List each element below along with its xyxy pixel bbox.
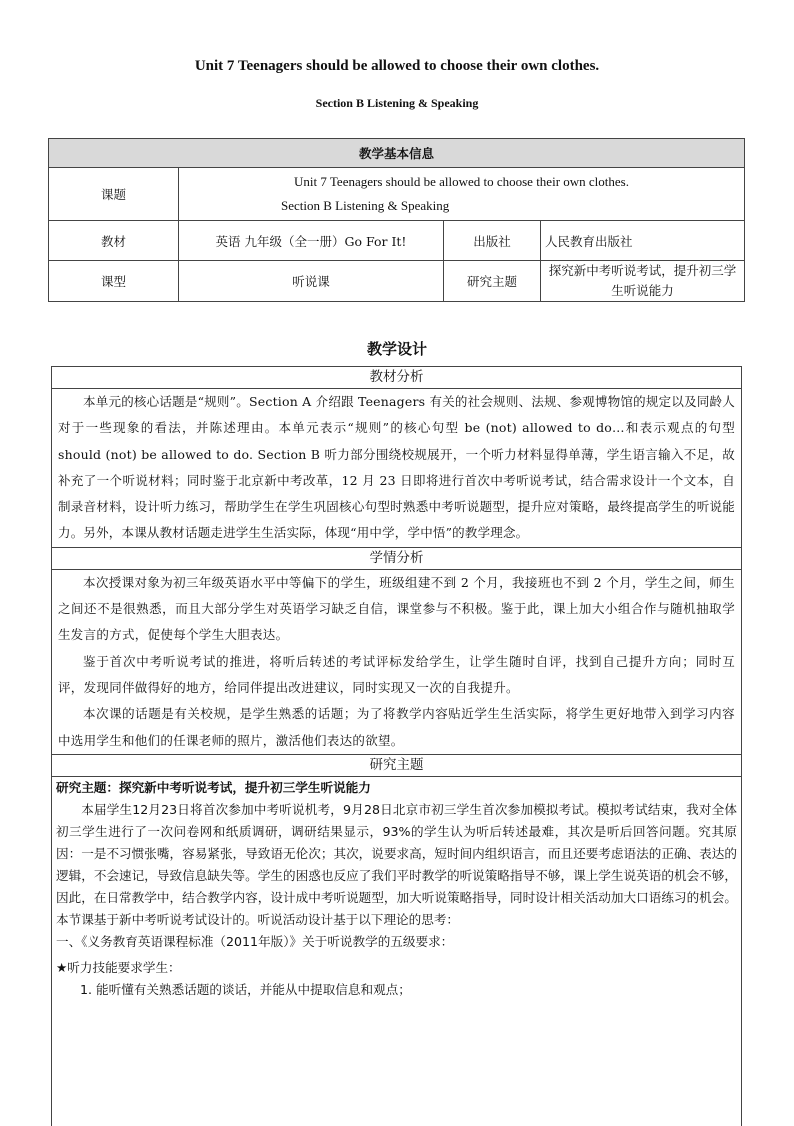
basic-info-table xyxy=(48,138,745,302)
lesson-line-2: Section B Listening & Speaking xyxy=(281,198,450,213)
research-topic-body: 本届学生12月23日将首次参加中考听说机考，9月28日北京市初三学生首次参加模拟考试。模拟考试结束，我对全体初三学生进行了一次问卷网和纸质调研，调研结果显示，93%的学生认为听后转述最难，其次是听后回答问题。究其原因：一是不习惯张嘴，容易紧张，导致语无伦次；其次，说要求高，短时间内组织语言，而且还要考虑语法的正确、表达的逻辑，不会速记，导致信息缺失等。学生的困惑也反应了我们平时教学的听说策略指导不够，课上学生说英语的机会不够，因此，在日常教学中，结合教学内容，设计成中考听说题型，加大听说策略指导，同时设计相关活动加大口语练习的机会。本节课基于新中考听说考试设计的。听说活动设计基于以下理论的思考： xyxy=(56,801,737,927)
publisher-label: 出版社 xyxy=(444,221,541,261)
material-label: 教材 xyxy=(49,221,179,261)
listening-skill-item-1: 1. 能听懂有关熟悉话题的谈话，并能从中提取信息和观点； xyxy=(80,981,411,997)
curriculum-standard-line: 一、《义务教育英语课程标准（2011年版）》关于听说教学的五级要求： xyxy=(56,933,454,949)
basic-info-header: 教学基本信息 xyxy=(49,139,745,168)
research-topic-heading: 研究主题 xyxy=(52,754,741,777)
lesson-line-1: Unit 7 Teenagers should be allowed to choose their own clothes. xyxy=(294,174,629,189)
publisher-value: 人民教育出版社 xyxy=(541,221,745,261)
student-analysis-p3: 本次课的话题是有关校规，是学生熟悉的话题；为了将教学内容贴近学生生活实际，将学生更好地带入到学习内容中选用学生和他们的任课老师的照片，激活他们表达的欲望。 xyxy=(58,706,735,748)
textbook-analysis-heading: 教材分析 xyxy=(52,367,741,389)
student-analysis-p1: 本次授课对象为初三年级英语水平中等偏下的学生，班级组建不到 2 个月，我接班也不到 2 个月，学生之间，师生之间还不是很熟悉，而且大部分学生对英语学习缺乏自信，课堂参与不积极。鉴于此，课上加大小组合作与随机抽取学生发言的方式，促使每个学生大胆表达。 xyxy=(58,574,735,643)
student-analysis-p2: 鉴于首次中考听说考试的推进，将听后转述的考试评标发给学生，让学生随时自评，找到自己提升方向；同时互评，发现同伴做得好的地方，给同伴提出改进建议，同时实现又一次的自我提升。 xyxy=(58,653,735,695)
student-analysis-heading: 学情分析 xyxy=(52,547,741,570)
research-value: 探究新中考听说考试，提升初三学生听说能力 xyxy=(541,261,745,302)
listening-skill-line: ★听力技能要求学生： xyxy=(56,959,181,975)
teaching-design-title: 教学设计 xyxy=(366,340,427,358)
material-value: 英语 九年级（全一册）Go For It! xyxy=(179,221,444,261)
type-value: 听说课 xyxy=(179,261,444,302)
research-label: 研究主题 xyxy=(444,261,541,302)
document-subtitle: Section B Listening & Speaking xyxy=(315,96,479,110)
document-title: Unit 7 Teenagers should be allowed to choose their own clothes. xyxy=(194,58,600,74)
lesson-label: 课题 xyxy=(49,168,179,221)
research-topic-bold-line: 研究主题：探究新中考听说考试，提升初三学生听说能力 xyxy=(56,779,371,795)
type-label: 课型 xyxy=(49,261,179,302)
teaching-design-box xyxy=(51,366,742,1126)
lesson-value xyxy=(179,168,745,221)
textbook-analysis-text: 本单元的核心话题是“规则”。Section A 介绍跟 Teenagers 有关的社会规则、法规、参观博物馆的规定以及同龄人对于一些现象的看法，并陈述理由。本单元表示“规则”的核心句型 be (not) allowed to do…和表示观点的句型 should (not) be allowed to do. Section B 听力部分围绕校规展开，一个听力材料显得单薄，学生语言输入不足，故补充了一个听说材料；同时鉴于北京新中考改革，12 月 23 日即将进行首次中考听说考试，结合需求设计一个文本，自制录音材料，设计听力练习，帮助学生在学生巩固核心句型时熟悉中考听说题型，提升应对策略，最终提高学生的听说能力。另外，本课从教材话题走进学生生活实际，体现“用中学，学中悟”的教学理念。 xyxy=(58,394,735,541)
